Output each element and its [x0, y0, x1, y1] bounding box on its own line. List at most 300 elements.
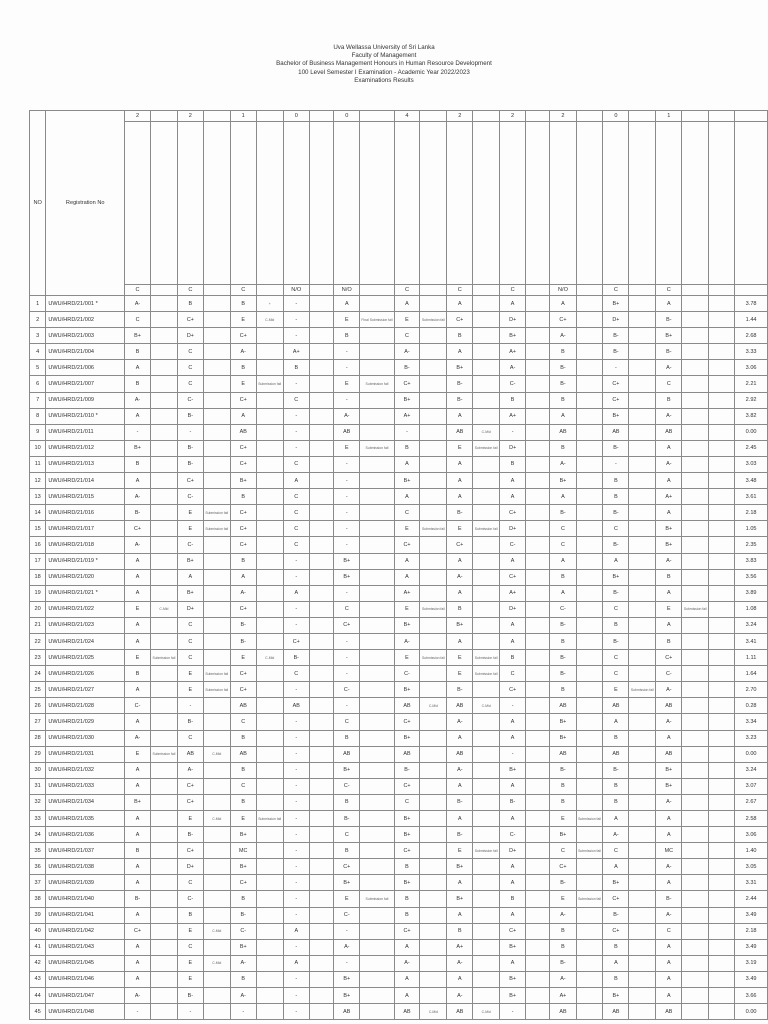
remark-cell — [309, 650, 333, 666]
remark-cell — [473, 955, 500, 971]
remark-cell — [709, 633, 735, 649]
remark-cell — [203, 376, 230, 392]
grade-cell: B — [125, 344, 151, 360]
row-number: 11 — [30, 456, 46, 472]
remark-cell — [151, 714, 178, 730]
remark-cell — [709, 698, 735, 714]
grade-cell: - — [283, 1004, 309, 1020]
remark-cell — [309, 601, 333, 617]
row-number: 26 — [30, 698, 46, 714]
row-number: 41 — [30, 939, 46, 955]
remark-cell — [473, 312, 500, 328]
remark-cell — [682, 891, 709, 907]
remark-cell — [151, 489, 178, 505]
grade-cell: D+ — [500, 601, 526, 617]
grade-cell: B+ — [230, 827, 256, 843]
registration-no: UWU/HRD/21/043 — [46, 939, 125, 955]
remark-cell — [526, 971, 550, 987]
grade-cell: C+ — [394, 537, 420, 553]
table-row — [30, 843, 768, 859]
semester-gpa: 3.06 — [735, 360, 768, 376]
remark-cell — [151, 553, 178, 569]
grade-cell: E — [177, 666, 203, 682]
remark-cell — [629, 650, 656, 666]
semester-gpa: 3.24 — [735, 617, 768, 633]
remark-cell — [203, 939, 230, 955]
remark-cell — [420, 633, 447, 649]
remark-cell — [420, 794, 447, 810]
remark-cell — [709, 1004, 735, 1020]
remark-cell — [473, 569, 500, 585]
subject-class: C — [125, 285, 151, 296]
remark-cell — [526, 827, 550, 843]
grade-cell: A — [125, 553, 151, 569]
remark-cell — [309, 424, 333, 440]
grade-cell: C — [603, 666, 629, 682]
grade-cell: A+ — [394, 408, 420, 424]
credit-spacer — [682, 111, 709, 122]
grade-cell: C+ — [656, 650, 682, 666]
remark-cell — [682, 633, 709, 649]
grade-cell: - — [500, 1004, 526, 1020]
classification-row — [30, 285, 768, 296]
grade-cell: A — [125, 907, 151, 923]
remark-cell — [309, 360, 333, 376]
grade-cell: A — [394, 971, 420, 987]
registration-no: UWU/HRD/21/033 — [46, 778, 125, 794]
grade-cell: B+ — [125, 328, 151, 344]
grade-cell: B+ — [550, 714, 576, 730]
remark-cell — [256, 424, 283, 440]
remark-cell — [151, 392, 178, 408]
semester-gpa: 2.70 — [735, 682, 768, 698]
remark-cell — [576, 376, 603, 392]
remark-cell — [526, 424, 550, 440]
grade-cell: B+ — [500, 988, 526, 1004]
row-number: 21 — [30, 617, 46, 633]
remarks-header-cell — [629, 122, 656, 285]
grade-cell: A- — [230, 955, 256, 971]
remark-cell — [309, 376, 333, 392]
remark-cell — [360, 392, 394, 408]
class-spacer — [576, 285, 603, 296]
remark-cell — [309, 698, 333, 714]
remark-cell — [576, 971, 603, 987]
remark-cell — [151, 778, 178, 794]
semester-gpa: 2.35 — [735, 537, 768, 553]
grade-cell: AB — [603, 746, 629, 762]
remark-cell — [682, 392, 709, 408]
grade-cell: AB — [283, 698, 309, 714]
registration-no: UWU/HRD/21/042 — [46, 923, 125, 939]
remark-cell — [151, 682, 178, 698]
grade-cell: A- — [230, 988, 256, 1004]
remark-cell — [151, 473, 178, 489]
remark-cell — [256, 1004, 283, 1020]
grade-cell: B+ — [230, 859, 256, 875]
remark-cell — [473, 730, 500, 746]
grade-cell: E — [230, 650, 256, 666]
grade-cell: C- — [500, 827, 526, 843]
grade-cell: B — [125, 376, 151, 392]
grade-cell: A- — [550, 971, 576, 987]
remark-cell — [309, 553, 333, 569]
remark-cell — [526, 955, 550, 971]
remark-cell — [576, 537, 603, 553]
remark-cell — [309, 456, 333, 472]
remark-cell — [629, 794, 656, 810]
grade-cell: B — [125, 843, 151, 859]
class-spacer — [360, 285, 394, 296]
grade-cell: C+ — [394, 376, 420, 392]
grade-cell: A — [447, 489, 473, 505]
grade-cell: B — [230, 891, 256, 907]
grade-cell: - — [283, 424, 309, 440]
remark-cell — [256, 473, 283, 489]
class-spacer — [526, 285, 550, 296]
remark-cell — [420, 714, 447, 730]
remark-cell: Submission fail — [203, 682, 230, 698]
registration-header: Registration No — [46, 111, 125, 296]
grade-cell: A+ — [656, 489, 682, 505]
grade-cell: C+ — [603, 891, 629, 907]
remark-cell — [682, 585, 709, 601]
remark-cell — [682, 794, 709, 810]
table-row — [30, 489, 768, 505]
remark-cell — [709, 794, 735, 810]
remark-cell — [360, 489, 394, 505]
table-row — [30, 1004, 768, 1020]
remark-cell — [360, 569, 394, 585]
table-row — [30, 440, 768, 456]
grade-cell: AB — [656, 424, 682, 440]
grade-cell: - — [334, 585, 360, 601]
remark-cell — [360, 424, 394, 440]
semester-gpa: 3.78 — [735, 296, 768, 312]
semester-gpa: 1.44 — [735, 312, 768, 328]
remark-cell — [709, 923, 735, 939]
grade-cell: C- — [334, 778, 360, 794]
grade-cell: C — [603, 601, 629, 617]
remark-cell — [473, 456, 500, 472]
grade-cell: - — [334, 521, 360, 537]
grade-cell: C — [656, 923, 682, 939]
grade-cell: AB — [394, 1004, 420, 1020]
semester-gpa: 3.66 — [735, 988, 768, 1004]
table-row — [30, 666, 768, 682]
remark-cell — [151, 328, 178, 344]
grade-cell: - — [334, 923, 360, 939]
remark-cell — [629, 505, 656, 521]
remark-cell — [629, 1004, 656, 1020]
grade-cell: B- — [447, 376, 473, 392]
remark-cell — [709, 569, 735, 585]
table-row — [30, 328, 768, 344]
grade-cell: - — [334, 489, 360, 505]
credit-spacer — [360, 111, 394, 122]
grade-cell: B+ — [334, 988, 360, 1004]
remark-cell — [682, 730, 709, 746]
remark-cell — [309, 633, 333, 649]
remark-cell: Submission fail — [360, 440, 394, 456]
remark-cell — [151, 585, 178, 601]
remark-cell — [420, 328, 447, 344]
remark-cell — [526, 988, 550, 1004]
remark-cell — [629, 746, 656, 762]
table-row — [30, 585, 768, 601]
remark-cell — [629, 521, 656, 537]
grade-cell: B — [230, 730, 256, 746]
grade-cell: C+ — [394, 843, 420, 859]
row-number: 40 — [30, 923, 46, 939]
row-number: 31 — [30, 778, 46, 794]
subject-header-row — [30, 122, 768, 285]
grade-cell: B+ — [177, 553, 203, 569]
grade-cell: C — [603, 650, 629, 666]
remark-cell — [629, 617, 656, 633]
grade-cell: B — [603, 489, 629, 505]
grade-cell: A- — [394, 955, 420, 971]
grade-cell: A- — [125, 296, 151, 312]
remark-cell — [360, 666, 394, 682]
remark-cell — [203, 392, 230, 408]
grade-cell: A+ — [394, 585, 420, 601]
grade-cell: AB — [334, 1004, 360, 1020]
remark-cell — [709, 955, 735, 971]
remark-cell — [151, 617, 178, 633]
grade-cell: B+ — [334, 875, 360, 891]
remark-cell — [473, 585, 500, 601]
university-name: Uva Wellassa University of Sri Lanka — [333, 44, 435, 51]
grade-cell: E — [447, 440, 473, 456]
remark-cell — [151, 537, 178, 553]
remark-cell — [420, 988, 447, 1004]
grade-cell: B — [177, 296, 203, 312]
semester-gpa: 0.00 — [735, 1004, 768, 1020]
subject-class: C — [603, 285, 629, 296]
grade-cell: A — [500, 730, 526, 746]
remark-cell — [709, 296, 735, 312]
semester-gpa: 3.49 — [735, 939, 768, 955]
credit-spacer — [629, 111, 656, 122]
semester-gpa: 3.03 — [735, 456, 768, 472]
grade-cell: B — [603, 778, 629, 794]
grade-cell: C — [550, 521, 576, 537]
remark-cell — [682, 971, 709, 987]
remark-cell — [473, 392, 500, 408]
grade-cell: C+ — [550, 312, 576, 328]
remark-cell — [629, 811, 656, 827]
registration-no: UWU/HRD/21/027 — [46, 682, 125, 698]
grade-cell: AB — [334, 424, 360, 440]
remark-cell — [709, 778, 735, 794]
grade-cell: B+ — [500, 939, 526, 955]
grade-cell: A — [125, 762, 151, 778]
table-row — [30, 569, 768, 585]
grade-cell: AB — [603, 424, 629, 440]
credit-spacer — [735, 111, 768, 122]
remark-cell — [360, 939, 394, 955]
remark-cell — [709, 827, 735, 843]
grade-cell: E — [656, 601, 682, 617]
remark-cell — [629, 827, 656, 843]
remark-cell — [203, 601, 230, 617]
table-row — [30, 650, 768, 666]
grade-cell: B — [394, 907, 420, 923]
grade-cell: A+ — [447, 939, 473, 955]
remark-cell — [420, 955, 447, 971]
remark-cell — [151, 843, 178, 859]
grade-cell: C+ — [550, 859, 576, 875]
remark-cell — [473, 473, 500, 489]
remark-cell — [151, 521, 178, 537]
subject-name-cell — [550, 122, 576, 285]
remark-cell — [473, 344, 500, 360]
remark-cell — [203, 456, 230, 472]
grade-cell: A- — [603, 827, 629, 843]
semester-gpa: 2.18 — [735, 923, 768, 939]
remark-cell — [682, 875, 709, 891]
registration-no: UWU/HRD/21/007 — [46, 376, 125, 392]
grade-cell: A- — [550, 328, 576, 344]
remark-cell — [360, 730, 394, 746]
grade-cell: B- — [447, 794, 473, 810]
remark-cell — [576, 698, 603, 714]
class-spacer — [151, 285, 178, 296]
semester-gpa: 3.56 — [735, 569, 768, 585]
grade-cell: B+ — [177, 585, 203, 601]
grade-cell: A — [125, 875, 151, 891]
grade-cell: B- — [603, 344, 629, 360]
grade-cell: B- — [394, 762, 420, 778]
grade-cell: - — [283, 859, 309, 875]
grade-cell: A — [656, 971, 682, 987]
table-row — [30, 424, 768, 440]
table-row — [30, 794, 768, 810]
grade-cell: C+ — [177, 312, 203, 328]
semester-gpa: 3.31 — [735, 875, 768, 891]
grade-cell: B- — [177, 456, 203, 472]
grade-cell: A- — [500, 360, 526, 376]
class-spacer — [256, 285, 283, 296]
subject-name-cell — [125, 122, 151, 285]
gpa-header-cell — [735, 122, 768, 285]
grade-cell: C+ — [230, 875, 256, 891]
table-row — [30, 392, 768, 408]
table-row — [30, 778, 768, 794]
grade-cell: C — [334, 827, 360, 843]
remark-cell — [526, 650, 550, 666]
remark-cell — [576, 601, 603, 617]
remark-cell — [629, 875, 656, 891]
remark-cell — [151, 955, 178, 971]
table-row — [30, 553, 768, 569]
remark-cell — [203, 971, 230, 987]
grade-cell: A- — [394, 633, 420, 649]
remark-cell — [203, 537, 230, 553]
grade-cell: A — [500, 859, 526, 875]
grade-cell: B+ — [656, 778, 682, 794]
grade-cell: B- — [500, 794, 526, 810]
grade-cell: E — [447, 843, 473, 859]
grade-cell: B+ — [394, 811, 420, 827]
semester-gpa: 3.82 — [735, 408, 768, 424]
remark-cell — [360, 843, 394, 859]
grade-cell: A — [656, 585, 682, 601]
grade-cell: A+ — [500, 344, 526, 360]
grade-cell: A — [500, 633, 526, 649]
row-number: 24 — [30, 666, 46, 682]
remark-cell — [576, 827, 603, 843]
grade-cell: A — [656, 296, 682, 312]
grade-cell: B- — [603, 537, 629, 553]
semester-gpa: 0.00 — [735, 424, 768, 440]
grade-cell: B+ — [500, 328, 526, 344]
remark-cell — [629, 778, 656, 794]
registration-no: UWU/HRD/21/041 — [46, 907, 125, 923]
remark-cell — [203, 875, 230, 891]
remark-cell — [151, 875, 178, 891]
remark-cell — [420, 939, 447, 955]
table-row — [30, 955, 768, 971]
grade-cell: A — [603, 811, 629, 827]
grade-cell: - — [334, 505, 360, 521]
remark-cell — [629, 489, 656, 505]
semester-gpa: 1.05 — [735, 521, 768, 537]
remark-cell: + — [256, 296, 283, 312]
subject-class: C — [656, 285, 682, 296]
grade-cell: C+ — [603, 392, 629, 408]
registration-no: UWU/HRD/21/012 — [46, 440, 125, 456]
subject-class: N/O — [550, 285, 576, 296]
remark-cell: Submission fail — [629, 682, 656, 698]
table-row — [30, 682, 768, 698]
remark-cell — [360, 794, 394, 810]
grade-cell: B — [656, 392, 682, 408]
grade-cell: B- — [177, 988, 203, 1004]
grade-cell: B — [656, 633, 682, 649]
remark-cell — [309, 762, 333, 778]
grade-cell: B- — [603, 907, 629, 923]
remark-cell — [576, 746, 603, 762]
remark-cell — [309, 843, 333, 859]
remark-cell — [526, 537, 550, 553]
grade-cell: A — [500, 617, 526, 633]
remark-cell — [473, 875, 500, 891]
grade-cell: B — [230, 971, 256, 987]
credit-spacer — [576, 111, 603, 122]
row-number: 9 — [30, 424, 46, 440]
grade-cell: A+ — [500, 408, 526, 424]
table-row — [30, 312, 768, 328]
grade-cell: E — [334, 376, 360, 392]
grade-cell: B — [230, 762, 256, 778]
grade-cell: - — [283, 682, 309, 698]
remark-cell — [420, 408, 447, 424]
grade-cell: B+ — [603, 408, 629, 424]
table-row — [30, 762, 768, 778]
remark-cell — [526, 601, 550, 617]
remark-cell — [309, 939, 333, 955]
grade-cell: B- — [550, 955, 576, 971]
remark-cell — [682, 907, 709, 923]
remark-cell — [360, 344, 394, 360]
remark-cell — [473, 923, 500, 939]
remark-cell — [203, 440, 230, 456]
grade-cell: A- — [656, 907, 682, 923]
remark-cell — [576, 778, 603, 794]
table-row — [30, 537, 768, 553]
